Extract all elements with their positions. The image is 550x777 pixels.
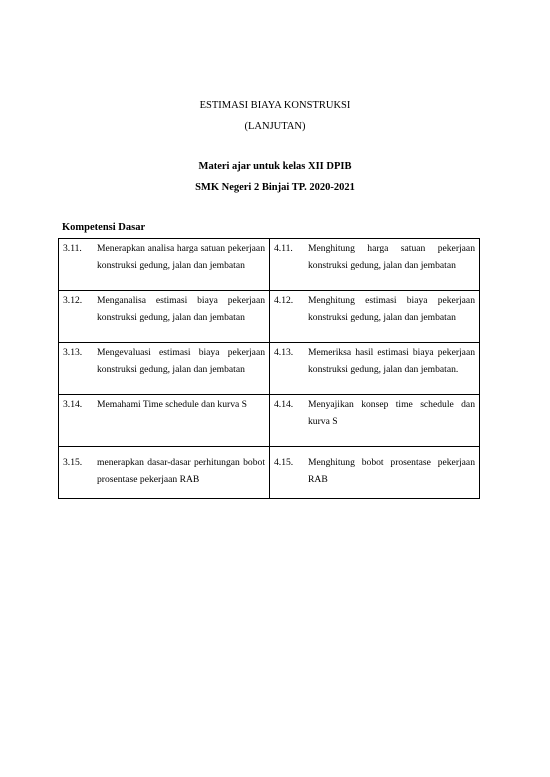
subtitle-class: Materi ajar untuk kelas XII DPIB [198,161,352,172]
competency-table [58,238,480,499]
left-text: Menerapkan analisa harga satuan pekerjaan konstruksi gedung, jalan dan jembatan [97,243,265,271]
right-number: 4.11. [274,243,293,254]
left-number: 3.13. [63,347,83,358]
table-row [59,343,480,395]
right-number: 4.13. [274,347,294,358]
left-text: menerapkan dasar-dasar perhitungan bobot prosentase pekerjaan RAB [97,457,265,485]
left-text: Menganalisa estimasi biaya pekerjaan konstruksi gedung, jalan dan jembatan [97,295,265,323]
left-text: Memahami Time schedule dan kurva S [97,399,248,410]
section-title: Kompetensi Dasar [62,222,146,233]
subtitle-school: SMK Negeri 2 Binjai TP. 2020-2021 [195,182,355,193]
table-row [59,239,480,291]
table-row [59,395,480,447]
right-text: Menghitung harga satuan pekerjaan konstruksi gedung, jalan dan jembatan [308,243,475,271]
document-title: ESTIMASI BIAYA KONSTRUKSI [199,100,351,111]
right-number: 4.14. [274,399,294,410]
table-row [59,291,480,343]
right-text: Menghitung estimasi biaya pekerjaan konstruksi gedung, jalan dan jembatan [308,295,475,323]
document-title-continued: (LANJUTAN) [244,121,306,132]
right-number: 4.15. [274,457,294,468]
left-number: 3.11. [63,243,82,254]
left-text: Mengevaluasi estimasi biaya pekerjaan konstruksi gedung, jalan dan jembatan [97,347,265,375]
table-row [59,447,480,499]
right-text: Memeriksa hasil estimasi biaya pekerjaan konstruksi gedung, jalan dan jembatan. [308,347,475,375]
left-number: 3.14. [63,399,83,410]
right-text: Menyajikan konsep time schedule dan kurva S [308,399,475,427]
left-number: 3.15. [63,457,83,468]
right-number: 4.12. [274,295,294,306]
right-text: Menghitung bobot prosentase pekerjaan RAB [308,457,475,485]
left-number: 3.12. [63,295,83,306]
